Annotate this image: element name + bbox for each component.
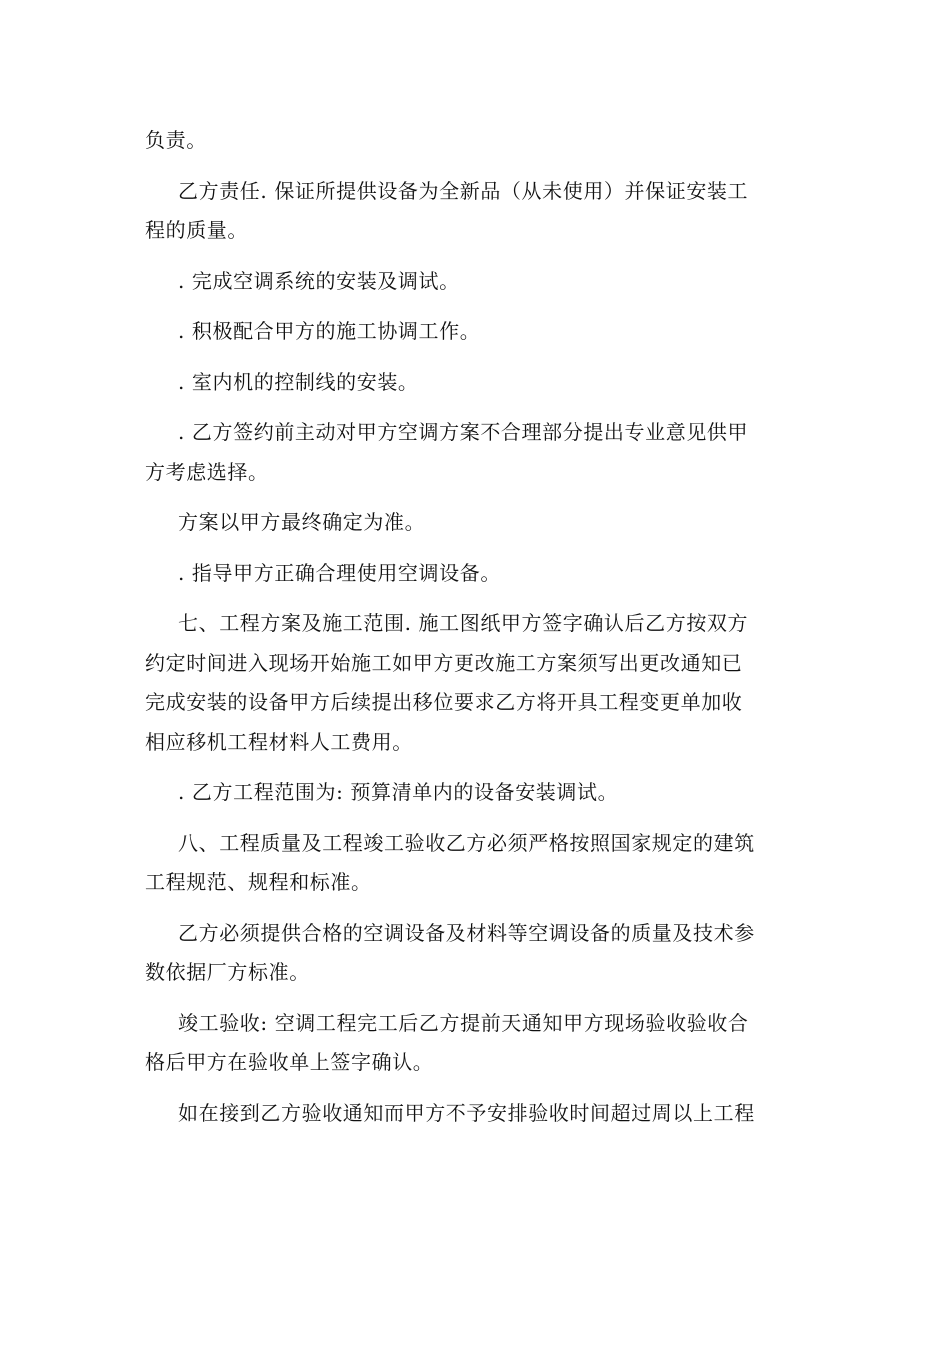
paragraph-line: 竣工验收: 空调工程完工后乙方提前天通知甲方现场验收验收合 (178, 1010, 749, 1035)
paragraph-line: 完成安装的设备甲方后续提出移位要求乙方将开具工程变更单加收 (145, 690, 743, 714)
paragraph-line: 相应移机工程材料人工费用。 (145, 729, 413, 754)
paragraph-line: 方考虑选择。 (145, 459, 269, 484)
paragraph-line: . 乙方签约前主动对甲方空调方案不合理部分提出专业意见供甲 (178, 420, 749, 444)
paragraph-line: 七、工程方案及施工范围. 施工图纸甲方签字确认后乙方按双方 (178, 611, 749, 635)
paragraph (145, 121, 775, 161)
paragraph (145, 312, 775, 352)
paragraph (145, 413, 775, 492)
paragraph-line: 负责。 (145, 128, 207, 152)
paragraph (145, 554, 775, 594)
paragraph (145, 604, 775, 762)
paragraph-line: 乙方责任. 保证所提供设备为全新品（从未使用）并保证安装工 (178, 178, 749, 203)
paragraph-line: 乙方必须提供合格的空调设备及材料等空调设备的质量及技术参 (178, 920, 755, 945)
paragraph-line: . 积极配合甲方的施工协调工作。 (178, 319, 481, 343)
paragraph (145, 773, 775, 813)
paragraph-line: 如在接到乙方验收通知而甲方不予安排验收时间超过周以上工程 (178, 1100, 755, 1125)
paragraph (145, 1094, 775, 1134)
paragraph-line: 方案以甲方最终确定为准。 (178, 510, 426, 534)
paragraph-line: . 指导甲方正确合理使用空调设备。 (178, 560, 501, 585)
paragraph (145, 262, 775, 302)
paragraph (145, 1004, 775, 1083)
paragraph (145, 503, 775, 543)
paragraph-line: . 完成空调系统的安装及调试。 (178, 268, 460, 293)
document-body (145, 121, 775, 1144)
paragraph-line: 约定时间进入现场开始施工如甲方更改施工方案须写出更改通知已 (145, 650, 743, 675)
paragraph (145, 914, 775, 993)
paragraph (145, 363, 775, 403)
paragraph-line: . 乙方工程范围为: 预算清单内的设备安装调试。 (178, 780, 619, 804)
paragraph (145, 172, 775, 251)
paragraph-line: 格后甲方在验收单上签字确认。 (145, 1050, 434, 1074)
paragraph-line: 程的质量。 (145, 218, 248, 242)
paragraph-line: . 室内机的控制线的安装。 (178, 369, 419, 394)
paragraph-line: 工程规范、规程和标准。 (145, 870, 372, 894)
paragraph-line: 数依据厂方标准。 (145, 960, 310, 984)
paragraph-line: 八、工程质量及工程竣工验收乙方必须严格按照国家规定的建筑 (178, 830, 755, 855)
paragraph (145, 824, 775, 903)
